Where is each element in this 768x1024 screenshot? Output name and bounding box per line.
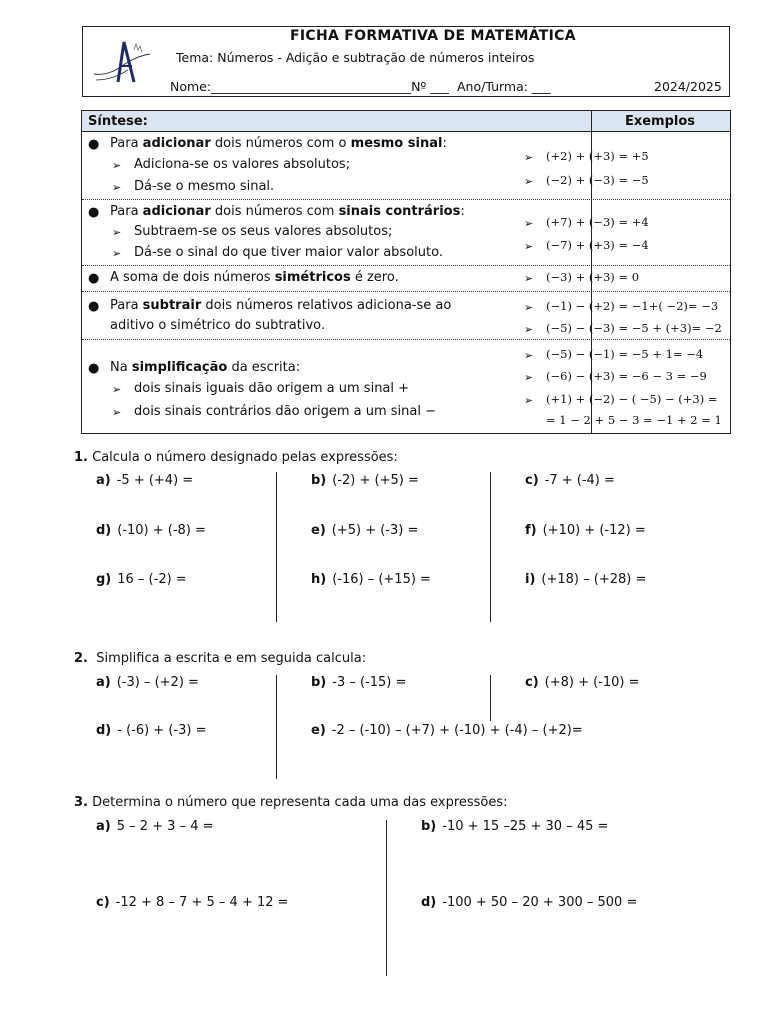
- exercise-item[interactable]: b) -10 + 15 –25 + 30 – 45 =: [421, 819, 609, 834]
- arrow-bullet-icon: ➢: [524, 301, 534, 314]
- example: (−5) − (−1) = −5 + 1= −4: [546, 347, 704, 361]
- worksheet-topic: Tema: Números - Adição e subtração de números inteiros: [176, 50, 535, 65]
- arrow-bullet-icon: ➢: [112, 181, 122, 194]
- exercise-item[interactable]: e) (+5) + (-3) =: [311, 523, 419, 538]
- bullet-icon: ●: [88, 361, 100, 376]
- row-divider: [82, 291, 730, 292]
- rule-simplification: Na simplificação da escrita:: [110, 360, 301, 375]
- arrow-bullet-icon: ➢: [112, 226, 122, 239]
- exercise-item[interactable]: a) -5 + (+4) =: [96, 473, 194, 488]
- bullet-icon: ●: [88, 137, 100, 152]
- example: (+1) + (−2) − ( −5) − (+3) =: [546, 392, 718, 406]
- bullet-icon: ●: [88, 271, 100, 286]
- exercise-item[interactable]: d) - (-6) + (-3) =: [96, 723, 207, 738]
- arrow-bullet-icon: ➢: [524, 217, 534, 230]
- rule-subtract-line2: aditivo o simétrico do subtrativo.: [110, 318, 326, 333]
- arrow-bullet-icon: ➢: [524, 151, 534, 164]
- column-divider: [276, 472, 277, 622]
- rule-same-sign: Para adicionar dois números com o mesmo sinal:: [110, 136, 447, 151]
- number-field[interactable]: Nº ___: [411, 79, 450, 94]
- example: (−5) − (−3) = −5 + (+3)= −2: [546, 321, 722, 335]
- column-divider: [386, 820, 387, 976]
- rule-sub-item: Dá-se o mesmo sinal.: [134, 179, 275, 194]
- example: (−6) − (+3) = −6 − 3 = −9: [546, 369, 707, 383]
- column-divider: [490, 675, 491, 721]
- rule-sub-item: Adiciona-se os valores absolutos;: [134, 157, 351, 172]
- exercise-item[interactable]: b) -3 – (-15) =: [311, 675, 407, 690]
- column-divider: [276, 675, 277, 779]
- exercise-item[interactable]: e) -2 – (-10) – (+7) + (-10) + (-4) – (+2)=: [311, 723, 583, 738]
- example: (+2) + (+3) = +5: [546, 149, 649, 163]
- example: (+7) + (−3) = +4: [546, 215, 649, 229]
- class-field[interactable]: Ano/Turma: ___: [457, 79, 551, 94]
- exercise-item[interactable]: f) (+10) + (-12) =: [525, 523, 646, 538]
- example: (−1) − (+2) = −1+( −2)= −3: [546, 299, 719, 313]
- exercise-item[interactable]: d) (-10) + (-8) =: [96, 523, 206, 538]
- question-2-prompt: 2. Simplifica a escrita e em seguida calcula:: [74, 651, 367, 666]
- exercise-item[interactable]: a) (-3) – (+2) =: [96, 675, 199, 690]
- exercise-item[interactable]: c) -12 + 8 – 7 + 5 – 4 + 12 =: [96, 895, 289, 910]
- arrow-bullet-icon: ➢: [524, 394, 534, 407]
- exercise-item[interactable]: g) 16 – (-2) =: [96, 572, 187, 587]
- bullet-icon: ●: [88, 299, 100, 314]
- examples-header: Exemplos: [510, 111, 730, 132]
- arrow-bullet-icon: ➢: [524, 240, 534, 253]
- school-year: 2024/2025: [654, 79, 722, 94]
- question-3-prompt: 3. Determina o número que representa cada uma das expressões:: [74, 795, 508, 810]
- arrow-bullet-icon: ➢: [112, 383, 122, 396]
- row-divider: [82, 339, 730, 340]
- student-info-line: [170, 79, 730, 94]
- rule-sub-item: dois sinais iguais dão origem a um sinal +: [134, 381, 410, 396]
- rule-sub-item: Dá-se o sinal do que tiver maior valor absoluto.: [134, 245, 443, 260]
- worksheet-title: FICHA FORMATIVA DE MATEMÁTICA: [290, 28, 576, 44]
- example: = 1 − 2 + 5 − 3 = −1 + 2 = 1: [546, 413, 722, 427]
- exercise-item[interactable]: a) 5 – 2 + 3 – 4 =: [96, 819, 214, 834]
- arrow-bullet-icon: ➢: [112, 247, 122, 260]
- name-field[interactable]: Nome:________________________________: [170, 79, 412, 94]
- row-divider: [82, 199, 730, 200]
- exercise-item[interactable]: b) (-2) + (+5) =: [311, 473, 419, 488]
- example: (−2) + (−3) = −5: [546, 173, 649, 187]
- row-divider: [82, 265, 730, 266]
- arrow-bullet-icon: ➢: [112, 159, 122, 172]
- rule-sub-item: Subtraem-se os seus valores absolutos;: [134, 224, 393, 239]
- arrow-bullet-icon: ➢: [524, 371, 534, 384]
- exercise-item[interactable]: d) -100 + 50 – 20 + 300 – 500 =: [421, 895, 638, 910]
- exercise-item[interactable]: i) (+18) – (+28) =: [525, 572, 647, 587]
- bullet-icon: ●: [88, 205, 100, 220]
- rule-opposite-signs: Para adicionar dois números com sinais contrários:: [110, 204, 465, 219]
- synthesis-header: Síntese:: [82, 111, 510, 132]
- rule-sub-item: dois sinais contrários dão origem a um sinal −: [134, 404, 437, 419]
- arrow-bullet-icon: ➢: [112, 406, 122, 419]
- exercise-item[interactable]: c) -7 + (-4) =: [525, 473, 615, 488]
- column-divider: [490, 472, 491, 622]
- example: (−7) + (+3) = −4: [546, 238, 649, 252]
- arrow-bullet-icon: ➢: [524, 272, 534, 285]
- arrow-bullet-icon: ➢: [524, 349, 534, 362]
- rule-subtract: Para subtrair dois números relativos adiciona-se ao: [110, 298, 452, 313]
- arrow-bullet-icon: ➢: [524, 323, 534, 336]
- rule-symmetric: A soma de dois números simétricos é zero.: [110, 270, 399, 285]
- arrow-bullet-icon: ➢: [524, 175, 534, 188]
- example: (−3) + (+3) = 0: [546, 270, 640, 284]
- school-logo-icon: [88, 36, 156, 84]
- exercise-item[interactable]: h) (-16) – (+15) =: [311, 572, 431, 587]
- question-1-prompt: 1. Calcula o número designado pelas expressões:: [74, 450, 398, 465]
- exercise-item[interactable]: c) (+8) + (-10) =: [525, 675, 640, 690]
- synthesis-table: [81, 110, 731, 434]
